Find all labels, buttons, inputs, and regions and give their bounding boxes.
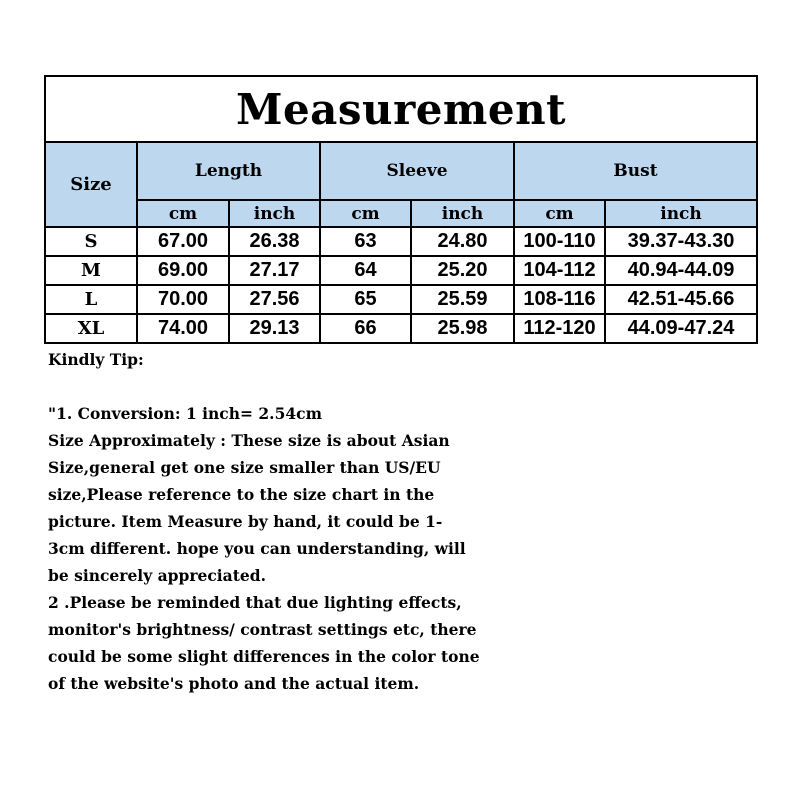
table-row bbox=[45, 256, 757, 285]
table-row bbox=[45, 314, 757, 343]
tip-conversion-line: "1. Conversion: 1 inch= 2.54cm bbox=[48, 404, 322, 423]
bust-cm-cell: 108-116 bbox=[514, 285, 605, 314]
length-inch-cell: 27.56 bbox=[229, 285, 320, 314]
sleeve-cm-cell: 64 bbox=[320, 256, 411, 285]
table-row bbox=[45, 285, 757, 314]
bust-cm-cell: 104-112 bbox=[514, 256, 605, 285]
bust-inch-cell: 42.51-45.66 bbox=[605, 285, 757, 314]
length-cm-cell: 69.00 bbox=[137, 256, 229, 285]
sleeve-cm-cell: 65 bbox=[320, 285, 411, 314]
kindly-tip-section bbox=[48, 346, 528, 697]
length-inch-cell: 29.13 bbox=[229, 314, 320, 343]
length-cm-cell: 70.00 bbox=[137, 285, 229, 314]
tip-heading: Kindly Tip: bbox=[48, 350, 144, 369]
sleeve-inch-cell: 25.59 bbox=[411, 285, 514, 314]
size-chart-table bbox=[44, 75, 758, 344]
unit-header: inch bbox=[411, 200, 514, 227]
bust-cm-cell: 112-120 bbox=[514, 314, 605, 343]
tip-color-note: 2 .Please be reminded that due lighting effects, monitor's brightness/ contrast settings etc, there could be some slight differences in the color tone of the website's photo and the actual item. bbox=[48, 593, 480, 693]
tip-size-note: Size Approximately : These size is about Asian Size,general get one size smaller than US/EU size,Please reference to the size chart in the picture. Item Measure by hand, it could be 1- 3cm different. hope you can understanding, will be sincerely appreciated. bbox=[48, 431, 466, 585]
chart-title: Measurement bbox=[45, 76, 757, 142]
group-header-bust: Bust bbox=[514, 142, 757, 200]
group-header-sleeve: Sleeve bbox=[320, 142, 514, 200]
size-column-header: Size bbox=[45, 142, 137, 227]
length-cm-cell: 74.00 bbox=[137, 314, 229, 343]
size-label: S bbox=[45, 227, 137, 256]
size-label: L bbox=[45, 285, 137, 314]
bust-inch-cell: 39.37-43.30 bbox=[605, 227, 757, 256]
size-label: XL bbox=[45, 314, 137, 343]
length-cm-cell: 67.00 bbox=[137, 227, 229, 256]
table-row bbox=[45, 227, 757, 256]
group-header-length: Length bbox=[137, 142, 320, 200]
length-inch-cell: 26.38 bbox=[229, 227, 320, 256]
size-label: M bbox=[45, 256, 137, 285]
sleeve-cm-cell: 63 bbox=[320, 227, 411, 256]
sleeve-inch-cell: 25.20 bbox=[411, 256, 514, 285]
spacer bbox=[48, 373, 528, 400]
sleeve-inch-cell: 25.98 bbox=[411, 314, 514, 343]
bust-cm-cell: 100-110 bbox=[514, 227, 605, 256]
sleeve-cm-cell: 66 bbox=[320, 314, 411, 343]
unit-header: inch bbox=[605, 200, 757, 227]
unit-header: cm bbox=[137, 200, 229, 227]
bust-inch-cell: 40.94-44.09 bbox=[605, 256, 757, 285]
unit-header: cm bbox=[320, 200, 411, 227]
unit-header: inch bbox=[229, 200, 320, 227]
sleeve-inch-cell: 24.80 bbox=[411, 227, 514, 256]
unit-header: cm bbox=[514, 200, 605, 227]
length-inch-cell: 27.17 bbox=[229, 256, 320, 285]
bust-inch-cell: 44.09-47.24 bbox=[605, 314, 757, 343]
